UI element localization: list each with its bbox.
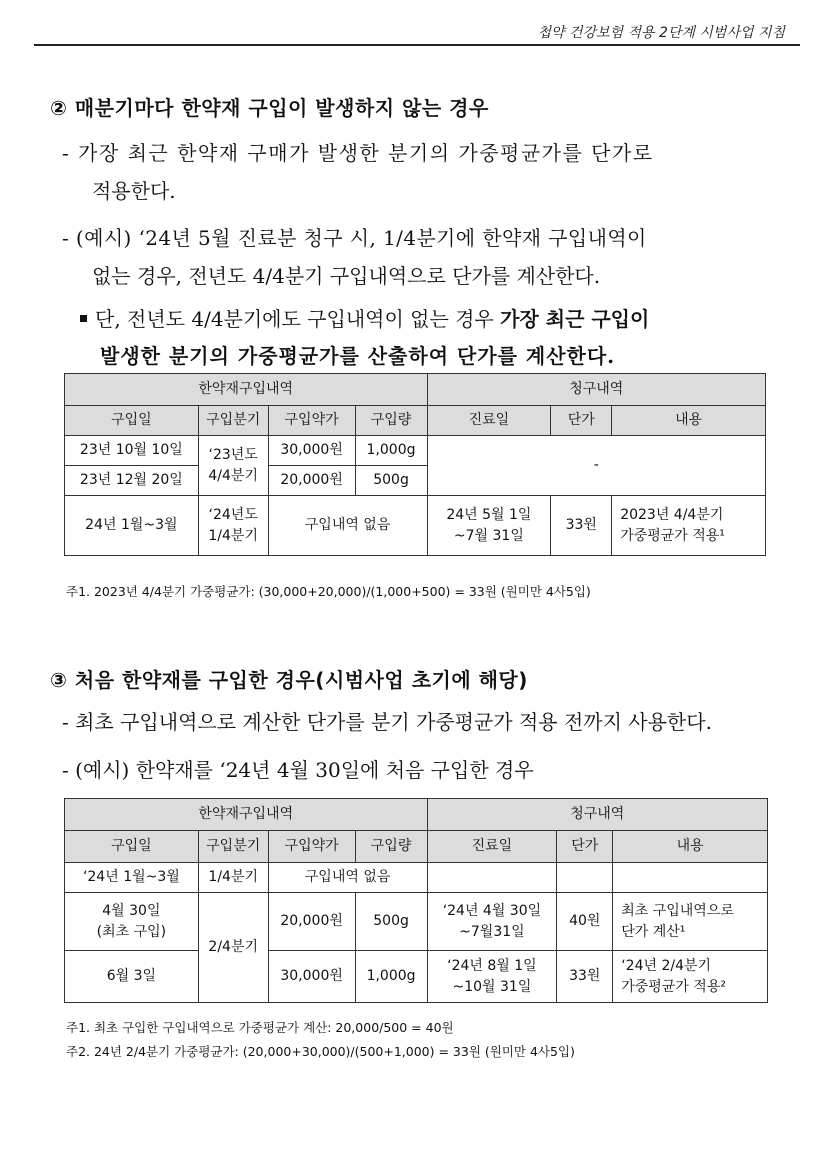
col-header: 구입약가: [268, 831, 355, 863]
group-header-purchase: 한약재구입내역: [65, 374, 428, 406]
table-cell: ‘24년 2/4분기 가중평균가 적용²: [613, 951, 768, 1003]
table-cell: [427, 863, 557, 893]
s3-bullet2: - (예시) 한약재를 ‘24년 4월 30일에 처음 구입한 경우: [62, 758, 534, 782]
s2-bullet3-bold: 가장 최근 구입이: [500, 307, 650, 331]
table-cell: 2/4분기: [198, 893, 268, 1003]
col-header: 내용: [612, 406, 766, 436]
col-header: 단가: [557, 831, 613, 863]
table-cell: 1,000g: [355, 951, 427, 1003]
header-divider: [34, 44, 800, 46]
table-cell: 30,000원: [268, 951, 355, 1003]
table-cell: 40원: [557, 893, 613, 951]
s2-bullet2-line2: 없는 경우, 전년도 4/4분기 구입내역으로 단가를 계산한다.: [92, 264, 601, 288]
table-cell: ‘24년도 1/4분기: [198, 496, 268, 556]
table-cell: 23년 10월 10일: [65, 436, 199, 466]
col-header: 구입량: [355, 406, 427, 436]
col-header: 구입약가: [268, 406, 355, 436]
s3-footnote1: 주1. 최초 구입한 구입내역으로 가중평균가 계산: 20,000/500 = 40원: [66, 1020, 454, 1035]
section3-heading: ③ 처음 한약재를 구입한 경우(시범사업 초기에 해당): [50, 668, 528, 692]
col-header: 진료일: [427, 406, 551, 436]
table-cell: [557, 863, 613, 893]
table-cell: ‘24년 4월 30일 ~7월31일: [427, 893, 557, 951]
table-cell: 20,000원: [268, 466, 355, 496]
group-header-purchase: 한약재구입내역: [65, 799, 428, 831]
col-header: 내용: [613, 831, 768, 863]
s3-purchase-table: [64, 798, 768, 1003]
table-cell: 20,000원: [268, 893, 355, 951]
s2-bullet3-line1: [80, 303, 649, 332]
col-header: 구입일: [65, 406, 199, 436]
table-cell: 6월 3일: [65, 951, 199, 1003]
col-header: 구입분기: [198, 831, 268, 863]
table-cell: 24년 1월~3월: [65, 496, 199, 556]
col-header: 진료일: [427, 831, 557, 863]
table-cell: 500g: [355, 893, 427, 951]
table-cell: 24년 5월 1일 ~7월 31일: [427, 496, 551, 556]
table-cell: 1/4분기: [198, 863, 268, 893]
square-bullet-icon: [80, 315, 87, 322]
col-header: 구입량: [355, 831, 427, 863]
s2-footnote1: 주1. 2023년 4/4분기 가중평균가: (30,000+20,000)/(1,000+500) = 33원 (원미만 4사5입): [66, 584, 591, 599]
table-cell: 23년 12월 20일: [65, 466, 199, 496]
section2-heading: ② 매분기마다 한약재 구입이 발생하지 않는 경우: [50, 96, 489, 120]
s2-bullet3-line2: 발생한 분기의 가중평균가를 산출하여 단가를 계산한다.: [100, 344, 616, 368]
s2-bullet3-plain: 단, 전년도 4/4분기에도 구입내역이 없는 경우: [95, 307, 501, 331]
group-header-claim: 청구내역: [427, 374, 766, 406]
s2-bullet2-line1: - (예시) ‘24년 5월 진료분 청구 시, 1/4분기에 한약재 구입내역이: [62, 226, 647, 250]
table-cell: ‘23년도 4/4분기: [198, 436, 268, 496]
table-cell: 4월 30일 (최초 구입): [65, 893, 199, 951]
s3-bullet1: - 최초 구입내역으로 계산한 단가를 분기 가중평균가 적용 전까지 사용한다.: [62, 710, 712, 734]
table-cell: ‘24년 1월~3월: [65, 863, 199, 893]
group-header-claim: 청구내역: [427, 799, 767, 831]
table-cell: -: [427, 436, 766, 496]
col-header: 단가: [551, 406, 612, 436]
table-cell: ‘24년 8월 1일 ~10월 31일: [427, 951, 557, 1003]
table-cell: 30,000원: [268, 436, 355, 466]
table-cell: 구입내역 없음: [268, 496, 427, 556]
table-cell: 33원: [557, 951, 613, 1003]
table-cell: 최초 구입내역으로 단가 계산¹: [613, 893, 768, 951]
table-cell: 구입내역 없음: [268, 863, 427, 893]
s2-bullet1-line1: - 가장 최근 한약재 구매가 발생한 분기의 가중평균가를 단가로: [62, 141, 654, 165]
table-cell: 2023년 4/4분기 가중평균가 적용¹: [612, 496, 766, 556]
table-cell: 33원: [551, 496, 612, 556]
page-header: 첩약 건강보험 적용 2단계 시범사업 지침: [537, 25, 785, 41]
s3-footnote2: 주2. 24년 2/4분기 가중평균가: (20,000+30,000)/(500+1,000) = 33원 (원미만 4사5입): [66, 1044, 575, 1059]
s2-purchase-table: [64, 373, 766, 556]
col-header: 구입분기: [198, 406, 268, 436]
table-cell: [613, 863, 768, 893]
table-cell: 500g: [355, 466, 427, 496]
col-header: 구입일: [65, 831, 199, 863]
s2-bullet1-line2: 적용한다.: [92, 179, 176, 203]
table-cell: 1,000g: [355, 436, 427, 466]
